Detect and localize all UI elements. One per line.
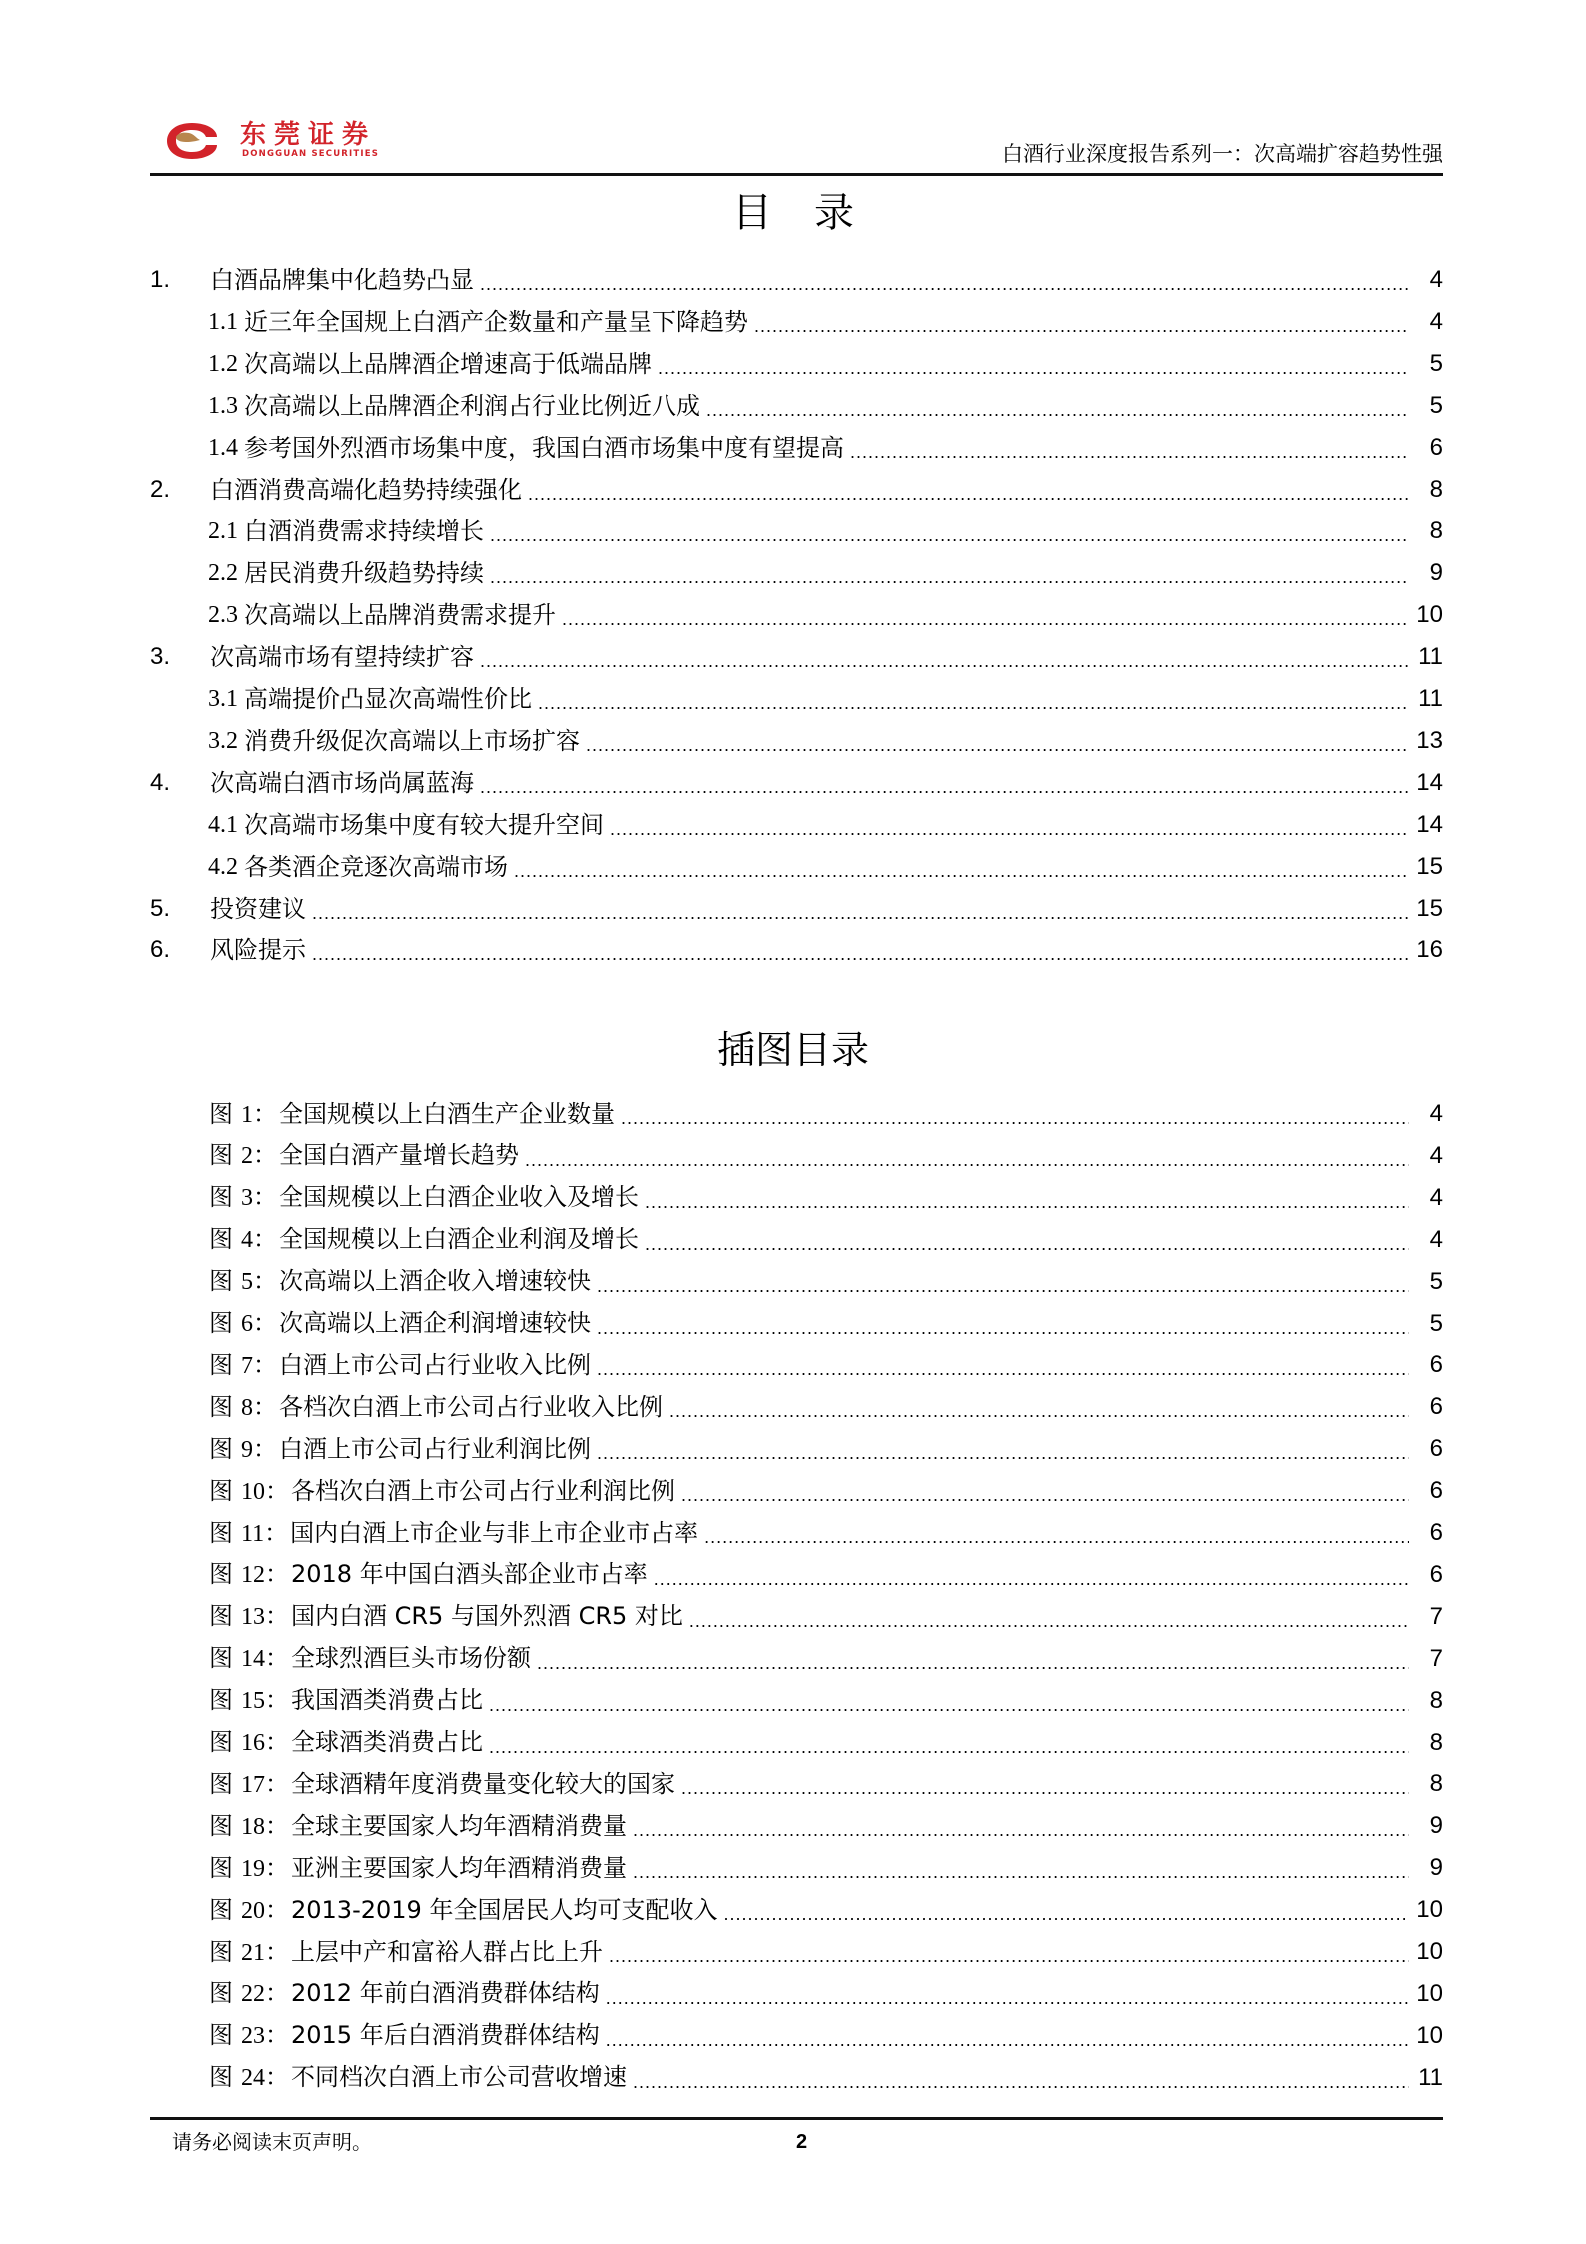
footer-disclaimer: 请务必阅读末页声明。 xyxy=(172,2130,372,2154)
toc-entry[interactable] xyxy=(150,469,1443,511)
company-logo xyxy=(166,120,416,164)
figure-entry-page: 10 xyxy=(1416,2021,1443,2049)
figure-prefix: 图 xyxy=(209,2021,233,2050)
figure-entry[interactable] xyxy=(209,2057,1443,2099)
toc-entry-page: 13 xyxy=(1416,726,1443,754)
figure-entry-label xyxy=(209,1847,627,1890)
figure-prefix: 图 xyxy=(209,1392,233,1421)
toc-entry-page: 8 xyxy=(1429,517,1443,545)
toc-entry-page: 6 xyxy=(1429,433,1443,461)
figure-entry[interactable] xyxy=(209,1973,1443,2015)
figure-number: 7： xyxy=(241,1352,277,1379)
toc-entry-page: 10 xyxy=(1416,601,1443,629)
figure-entry-page: 6 xyxy=(1429,1477,1443,1505)
figure-prefix: 图 xyxy=(209,1937,233,1966)
toc-entry-label: 参考国外烈酒市场集中度，我国白酒市场集中度有望提高 xyxy=(244,433,844,462)
toc-entry-page: 4 xyxy=(1429,266,1443,293)
toc-entry-page: 8 xyxy=(1429,475,1443,503)
figure-entry-label xyxy=(209,1763,675,1806)
figure-number: 8： xyxy=(241,1394,277,1421)
figure-entry[interactable] xyxy=(209,1805,1443,1847)
figure-entry-page: 9 xyxy=(1429,1854,1443,1882)
figure-caption: 全国白酒产量增长趋势 xyxy=(279,1141,519,1170)
figure-prefix: 图 xyxy=(209,2063,233,2092)
leader-dots xyxy=(312,929,1409,971)
toc-entry-label: 次高端以上品牌酒企增速高于低端品牌 xyxy=(244,349,652,378)
leader-dots xyxy=(514,846,1409,888)
figure-entry[interactable] xyxy=(209,1261,1443,1303)
figure-caption: 不同档次白酒上市公司营收增速 xyxy=(291,2063,627,2092)
leader-dots xyxy=(490,552,1409,594)
figure-caption: 白酒上市公司占行业利润比例 xyxy=(279,1434,591,1463)
toc-entry[interactable] xyxy=(150,762,1443,804)
figure-entry[interactable] xyxy=(209,1344,1443,1386)
figure-caption: 全国规模以上白酒企业收入及增长 xyxy=(279,1183,639,1212)
leader-dots xyxy=(681,1470,1409,1512)
figure-entry[interactable] xyxy=(209,1428,1443,1470)
figure-entry-page: 6 xyxy=(1429,1560,1443,1588)
toc-entry[interactable] xyxy=(150,929,1443,971)
logo-name-cn: 东莞证券 xyxy=(240,120,377,150)
leader-dots xyxy=(621,1093,1409,1135)
figure-entry-page: 6 xyxy=(1429,1393,1443,1421)
leader-dots xyxy=(606,2015,1409,2057)
leader-dots xyxy=(689,1596,1409,1638)
leader-dots xyxy=(723,1889,1409,1931)
toc-entry[interactable] xyxy=(150,846,1443,888)
figure-caption: 2013-2019 年全国居民人均可支配收入 xyxy=(291,1895,718,1924)
leader-dots xyxy=(850,427,1409,469)
leader-dots xyxy=(490,510,1409,552)
figure-entry-label xyxy=(209,1595,683,1638)
figure-entry[interactable] xyxy=(209,1931,1443,1973)
toc-entry[interactable] xyxy=(150,427,1443,469)
toc-entry-label: 次高端市场有望持续扩容 xyxy=(210,643,474,672)
toc-entry-label: 居民消费升级趋势持续 xyxy=(244,559,484,588)
leader-dots xyxy=(597,1428,1409,1470)
leader-dots xyxy=(489,1722,1409,1764)
toc-entry-label: 白酒消费高端化趋势持续强化 xyxy=(210,475,522,504)
figure-entry[interactable] xyxy=(209,1638,1443,1680)
figure-prefix: 图 xyxy=(209,1476,233,1505)
figure-prefix: 图 xyxy=(209,1811,233,1840)
figure-entry-label xyxy=(209,1972,600,2015)
leader-dots xyxy=(489,1680,1409,1722)
toc-entry[interactable] xyxy=(150,259,1443,301)
toc-entry-number: 1. xyxy=(150,266,171,293)
figure-number: 23： xyxy=(241,2023,289,2050)
figure-prefix: 图 xyxy=(209,1560,233,1589)
figure-entry-page: 5 xyxy=(1429,1267,1443,1295)
toc-entry[interactable] xyxy=(150,343,1443,385)
leader-dots xyxy=(754,301,1409,343)
figure-entry[interactable] xyxy=(209,1763,1443,1805)
leader-dots xyxy=(681,1763,1409,1805)
figure-entry-page: 11 xyxy=(1418,2063,1443,2091)
figure-entry-label xyxy=(209,1931,603,1974)
toc-entry-page: 15 xyxy=(1416,852,1443,880)
leader-dots xyxy=(312,888,1409,930)
figure-entry[interactable] xyxy=(209,1219,1443,1261)
figure-entry-page: 10 xyxy=(1416,1938,1443,1965)
figure-prefix: 图 xyxy=(209,1728,233,1756)
figure-list-title: 插图目录 xyxy=(716,1028,869,1072)
leader-dots xyxy=(480,259,1409,301)
figure-number: 2： xyxy=(241,1143,277,1170)
toc-entry-label: 次高端市场集中度有较大提升空间 xyxy=(244,810,604,839)
figure-entry-label xyxy=(209,1428,591,1471)
figure-prefix: 图 xyxy=(209,1141,233,1170)
figure-caption: 全球烈酒巨头市场份额 xyxy=(291,1644,531,1673)
figure-entry-label xyxy=(209,1176,639,1219)
figure-entry-label xyxy=(209,1637,531,1680)
figure-entry[interactable] xyxy=(209,1470,1443,1512)
figure-caption: 2012 年前白酒消费群体结构 xyxy=(291,1979,600,2008)
figure-entry-page: 4 xyxy=(1429,1225,1443,1253)
figure-number: 11： xyxy=(241,1520,289,1547)
figure-entry-label xyxy=(209,1302,591,1345)
toc-entry-label: 白酒品牌集中化趋势凸显 xyxy=(210,266,474,294)
toc-entry-number: 2.2 xyxy=(208,560,238,587)
figure-number: 4： xyxy=(241,1227,277,1254)
figure-entry-label xyxy=(209,1721,483,1764)
figure-caption: 国内白酒 CR5 与国外烈酒 CR5 对比 xyxy=(291,1602,683,1631)
logo-mark-icon xyxy=(166,122,218,160)
figure-entry[interactable] xyxy=(209,1596,1443,1638)
figure-caption: 白酒上市公司占行业收入比例 xyxy=(279,1350,591,1379)
toc-entry-page: 11 xyxy=(1418,685,1443,712)
figure-number: 17： xyxy=(241,1771,289,1798)
figure-entry-label xyxy=(209,1553,648,1596)
figure-entry-label xyxy=(209,1344,591,1387)
leader-dots xyxy=(597,1303,1409,1345)
figure-entry-page: 6 xyxy=(1429,1519,1443,1546)
figure-prefix: 图 xyxy=(209,1309,233,1337)
figure-entry-label xyxy=(209,1093,615,1136)
figure-entry-page: 6 xyxy=(1429,1435,1443,1463)
figure-entry-label xyxy=(209,1386,663,1429)
figure-entry[interactable] xyxy=(209,1303,1443,1345)
figure-entry-label xyxy=(209,1470,675,1513)
figure-caption: 全国规模以上白酒企业利润及增长 xyxy=(279,1225,639,1254)
toc-entry-label: 各类酒企竞逐次高端市场 xyxy=(244,852,508,881)
figure-prefix: 图 xyxy=(209,1769,233,1798)
figure-entry-page: 8 xyxy=(1429,1686,1443,1714)
leader-dots xyxy=(704,1512,1409,1554)
figure-prefix: 图 xyxy=(209,1895,233,1924)
toc-entry-page: 9 xyxy=(1429,559,1443,587)
leader-dots xyxy=(528,469,1409,511)
toc-entry-page: 11 xyxy=(1418,643,1443,671)
figure-prefix: 图 xyxy=(209,1267,233,1296)
leader-dots xyxy=(597,1344,1409,1386)
toc-entry[interactable] xyxy=(150,678,1443,720)
toc-entry[interactable] xyxy=(150,720,1443,762)
figure-number: 16： xyxy=(241,1730,289,1756)
toc-entry-number: 4.2 xyxy=(208,853,238,880)
figure-entry-page: 8 xyxy=(1429,1770,1443,1798)
figure-entry-page: 7 xyxy=(1429,1644,1443,1672)
leader-dots xyxy=(654,1554,1409,1596)
figure-entry[interactable] xyxy=(209,1847,1443,1889)
toc-entry[interactable] xyxy=(150,552,1443,594)
figure-prefix: 图 xyxy=(209,1644,233,1673)
toc-entry[interactable] xyxy=(150,301,1443,343)
figure-caption: 各档次白酒上市公司占行业收入比例 xyxy=(279,1392,663,1421)
toc-entry-page: 14 xyxy=(1416,810,1443,838)
toc-entry[interactable] xyxy=(150,594,1443,636)
leader-dots xyxy=(597,1261,1409,1303)
toc-entry-label: 风险提示 xyxy=(210,936,306,965)
leader-dots xyxy=(609,1931,1409,1973)
figure-prefix: 图 xyxy=(209,1099,233,1128)
leader-dots xyxy=(538,678,1409,720)
leader-dots xyxy=(633,1847,1409,1889)
toc-entry-number: 3.2 xyxy=(208,727,238,754)
figure-prefix: 图 xyxy=(209,1183,233,1212)
figure-entry-label xyxy=(209,1260,591,1303)
toc-entry-number: 3. xyxy=(150,643,171,671)
toc-title: 目录 xyxy=(732,190,896,236)
figure-entry-label xyxy=(209,1134,519,1177)
figure-number: 19： xyxy=(241,1855,289,1882)
leader-dots xyxy=(586,720,1409,762)
leader-dots xyxy=(525,1135,1409,1177)
leader-dots xyxy=(633,2057,1409,2099)
figure-number: 5： xyxy=(241,1269,277,1296)
figure-caption: 各档次白酒上市公司占行业利润比例 xyxy=(291,1476,675,1505)
toc-entry-number: 2.1 xyxy=(208,518,238,545)
toc-entry-label: 次高端以上品牌消费需求提升 xyxy=(244,601,556,630)
figure-entry-label xyxy=(209,2014,600,2057)
leader-dots xyxy=(669,1386,1409,1428)
figure-number: 6： xyxy=(241,1311,277,1337)
figure-entry-page: 4 xyxy=(1429,1183,1443,1211)
figure-entry[interactable] xyxy=(209,1135,1443,1177)
figure-entry-page: 5 xyxy=(1429,1309,1443,1337)
figure-number: 20： xyxy=(241,1897,289,1924)
figure-entry-page: 7 xyxy=(1429,1602,1443,1630)
figure-entry-page: 4 xyxy=(1429,1141,1443,1169)
toc-entry-label: 次高端以上品牌酒企利润占行业比例近八成 xyxy=(244,391,700,420)
figure-entry[interactable] xyxy=(209,1722,1443,1764)
figure-entry[interactable] xyxy=(209,1386,1443,1428)
figure-number: 9： xyxy=(241,1436,277,1463)
figure-prefix: 图 xyxy=(209,1518,233,1547)
leader-dots xyxy=(537,1638,1409,1680)
figure-number: 10： xyxy=(241,1478,289,1505)
footer-divider xyxy=(150,2117,1443,2120)
figure-number: 1： xyxy=(241,1101,277,1128)
figure-entry-label xyxy=(209,1512,698,1555)
figure-prefix: 图 xyxy=(209,1853,233,1882)
figure-entry[interactable] xyxy=(209,1093,1443,1135)
toc-entry-page: 5 xyxy=(1429,349,1443,377)
figure-entry-label xyxy=(209,1805,627,1848)
figure-entry[interactable] xyxy=(209,1680,1443,1722)
toc-entry[interactable] xyxy=(150,888,1443,930)
figure-caption: 亚洲主要国家人均年酒精消费量 xyxy=(291,1853,627,1882)
figure-entry[interactable] xyxy=(209,1554,1443,1596)
figure-prefix: 图 xyxy=(209,1434,233,1463)
toc-entry-label: 投资建议 xyxy=(210,894,306,923)
logo-name-en: DONGGUAN SECURITIES xyxy=(242,149,380,159)
figure-caption: 次高端以上酒企利润增速较快 xyxy=(279,1309,591,1337)
toc-entry-page: 5 xyxy=(1429,391,1443,419)
toc-entry-number: 1.4 xyxy=(208,434,238,461)
figure-prefix: 图 xyxy=(209,1350,233,1379)
figure-caption: 上层中产和富裕人群占比上升 xyxy=(291,1937,603,1966)
toc-entry-number: 3.1 xyxy=(208,686,238,712)
figure-caption: 全球酒类消费占比 xyxy=(291,1728,483,1756)
toc-entry-number: 1.1 xyxy=(208,308,238,335)
toc-entry-page: 14 xyxy=(1416,768,1443,796)
toc-entry-number: 2.3 xyxy=(208,602,238,629)
toc-entry[interactable] xyxy=(150,804,1443,846)
header-divider xyxy=(150,173,1443,176)
figure-entry-page: 10 xyxy=(1416,1979,1443,2007)
figure-caption: 次高端以上酒企收入增速较快 xyxy=(279,1267,591,1296)
leader-dots xyxy=(645,1177,1409,1219)
toc-entry-number: 4. xyxy=(150,768,171,796)
toc-entry-number: 5. xyxy=(150,894,171,922)
figure-entry[interactable] xyxy=(209,1889,1443,1931)
toc-entry-page: 16 xyxy=(1416,936,1443,964)
figure-entry-label xyxy=(209,1679,483,1722)
figure-caption: 全球主要国家人均年酒精消费量 xyxy=(291,1811,627,1840)
toc-entry-number: 2. xyxy=(150,475,171,503)
figure-caption: 国内白酒上市企业与非上市企业市占率 xyxy=(290,1518,699,1547)
toc-entry-number: 1.2 xyxy=(208,350,238,377)
toc-entry-label: 白酒消费需求持续增长 xyxy=(244,517,484,546)
leader-dots xyxy=(480,762,1409,804)
figure-entry[interactable] xyxy=(209,2015,1443,2057)
figure-entry-page: 9 xyxy=(1429,1812,1443,1840)
figure-caption: 全球酒精年度消费量变化较大的国家 xyxy=(291,1769,675,1798)
page-number: 2 xyxy=(796,2131,808,2153)
toc-entry-number: 6. xyxy=(150,936,171,964)
figure-entry-label xyxy=(209,1218,639,1261)
figure-number: 13： xyxy=(241,1604,289,1631)
figure-number: 24： xyxy=(241,2065,289,2092)
leader-dots xyxy=(658,343,1409,385)
leader-dots xyxy=(480,636,1409,678)
toc-entry-label: 近三年全国规上白酒产企数量和产量呈下降趋势 xyxy=(244,307,748,336)
leader-dots xyxy=(606,1973,1409,2015)
figure-entry[interactable] xyxy=(209,1177,1443,1219)
toc-entry-label: 消费升级促次高端以上市场扩容 xyxy=(244,726,580,755)
report-title: 白酒行业深度报告系列一：次高端扩容趋势性强 xyxy=(1002,142,1443,166)
figure-entry-page: 6 xyxy=(1429,1351,1443,1379)
figure-entry-page: 8 xyxy=(1429,1728,1443,1756)
figure-number: 15： xyxy=(241,1688,289,1715)
toc-entry[interactable] xyxy=(150,510,1443,552)
toc-entry[interactable] xyxy=(150,385,1443,427)
leader-dots xyxy=(633,1805,1409,1847)
figure-number: 18： xyxy=(241,1813,289,1840)
figure-entry-label xyxy=(209,1889,717,1932)
figure-number: 3： xyxy=(241,1185,277,1212)
toc-entry-page: 15 xyxy=(1416,894,1443,922)
toc-entry-number: 1.3 xyxy=(208,392,238,419)
figure-entry[interactable] xyxy=(209,1512,1443,1554)
figure-prefix: 图 xyxy=(209,1979,233,2008)
figure-number: 12： xyxy=(241,1562,289,1589)
leader-dots xyxy=(706,385,1409,427)
figure-number: 21： xyxy=(241,1939,289,1966)
toc-entry-label: 次高端白酒市场尚属蓝海 xyxy=(210,768,474,797)
toc-entry-number: 4.1 xyxy=(208,811,238,838)
figure-prefix: 图 xyxy=(209,1686,233,1715)
figure-prefix: 图 xyxy=(209,1225,233,1254)
figure-number: 14： xyxy=(241,1646,289,1673)
figure-entry-page: 4 xyxy=(1429,1100,1443,1127)
toc-entry-label: 高端提价凸显次高端性价比 xyxy=(244,685,532,713)
leader-dots xyxy=(562,594,1409,636)
toc-entry[interactable] xyxy=(150,636,1443,678)
figure-caption: 2015 年后白酒消费群体结构 xyxy=(291,2021,600,2050)
toc-entry-page: 4 xyxy=(1429,307,1443,335)
figure-prefix: 图 xyxy=(209,1602,233,1631)
figure-caption: 2018 年中国白酒头部企业市占率 xyxy=(291,1560,648,1589)
figure-number: 22： xyxy=(241,1981,289,2008)
figure-entry-label xyxy=(209,2056,627,2099)
leader-dots xyxy=(645,1219,1409,1261)
figure-entry-page: 10 xyxy=(1416,1896,1443,1924)
leader-dots xyxy=(610,804,1409,846)
figure-caption: 全国规模以上白酒生产企业数量 xyxy=(279,1099,615,1128)
figure-caption: 我国酒类消费占比 xyxy=(291,1686,483,1715)
